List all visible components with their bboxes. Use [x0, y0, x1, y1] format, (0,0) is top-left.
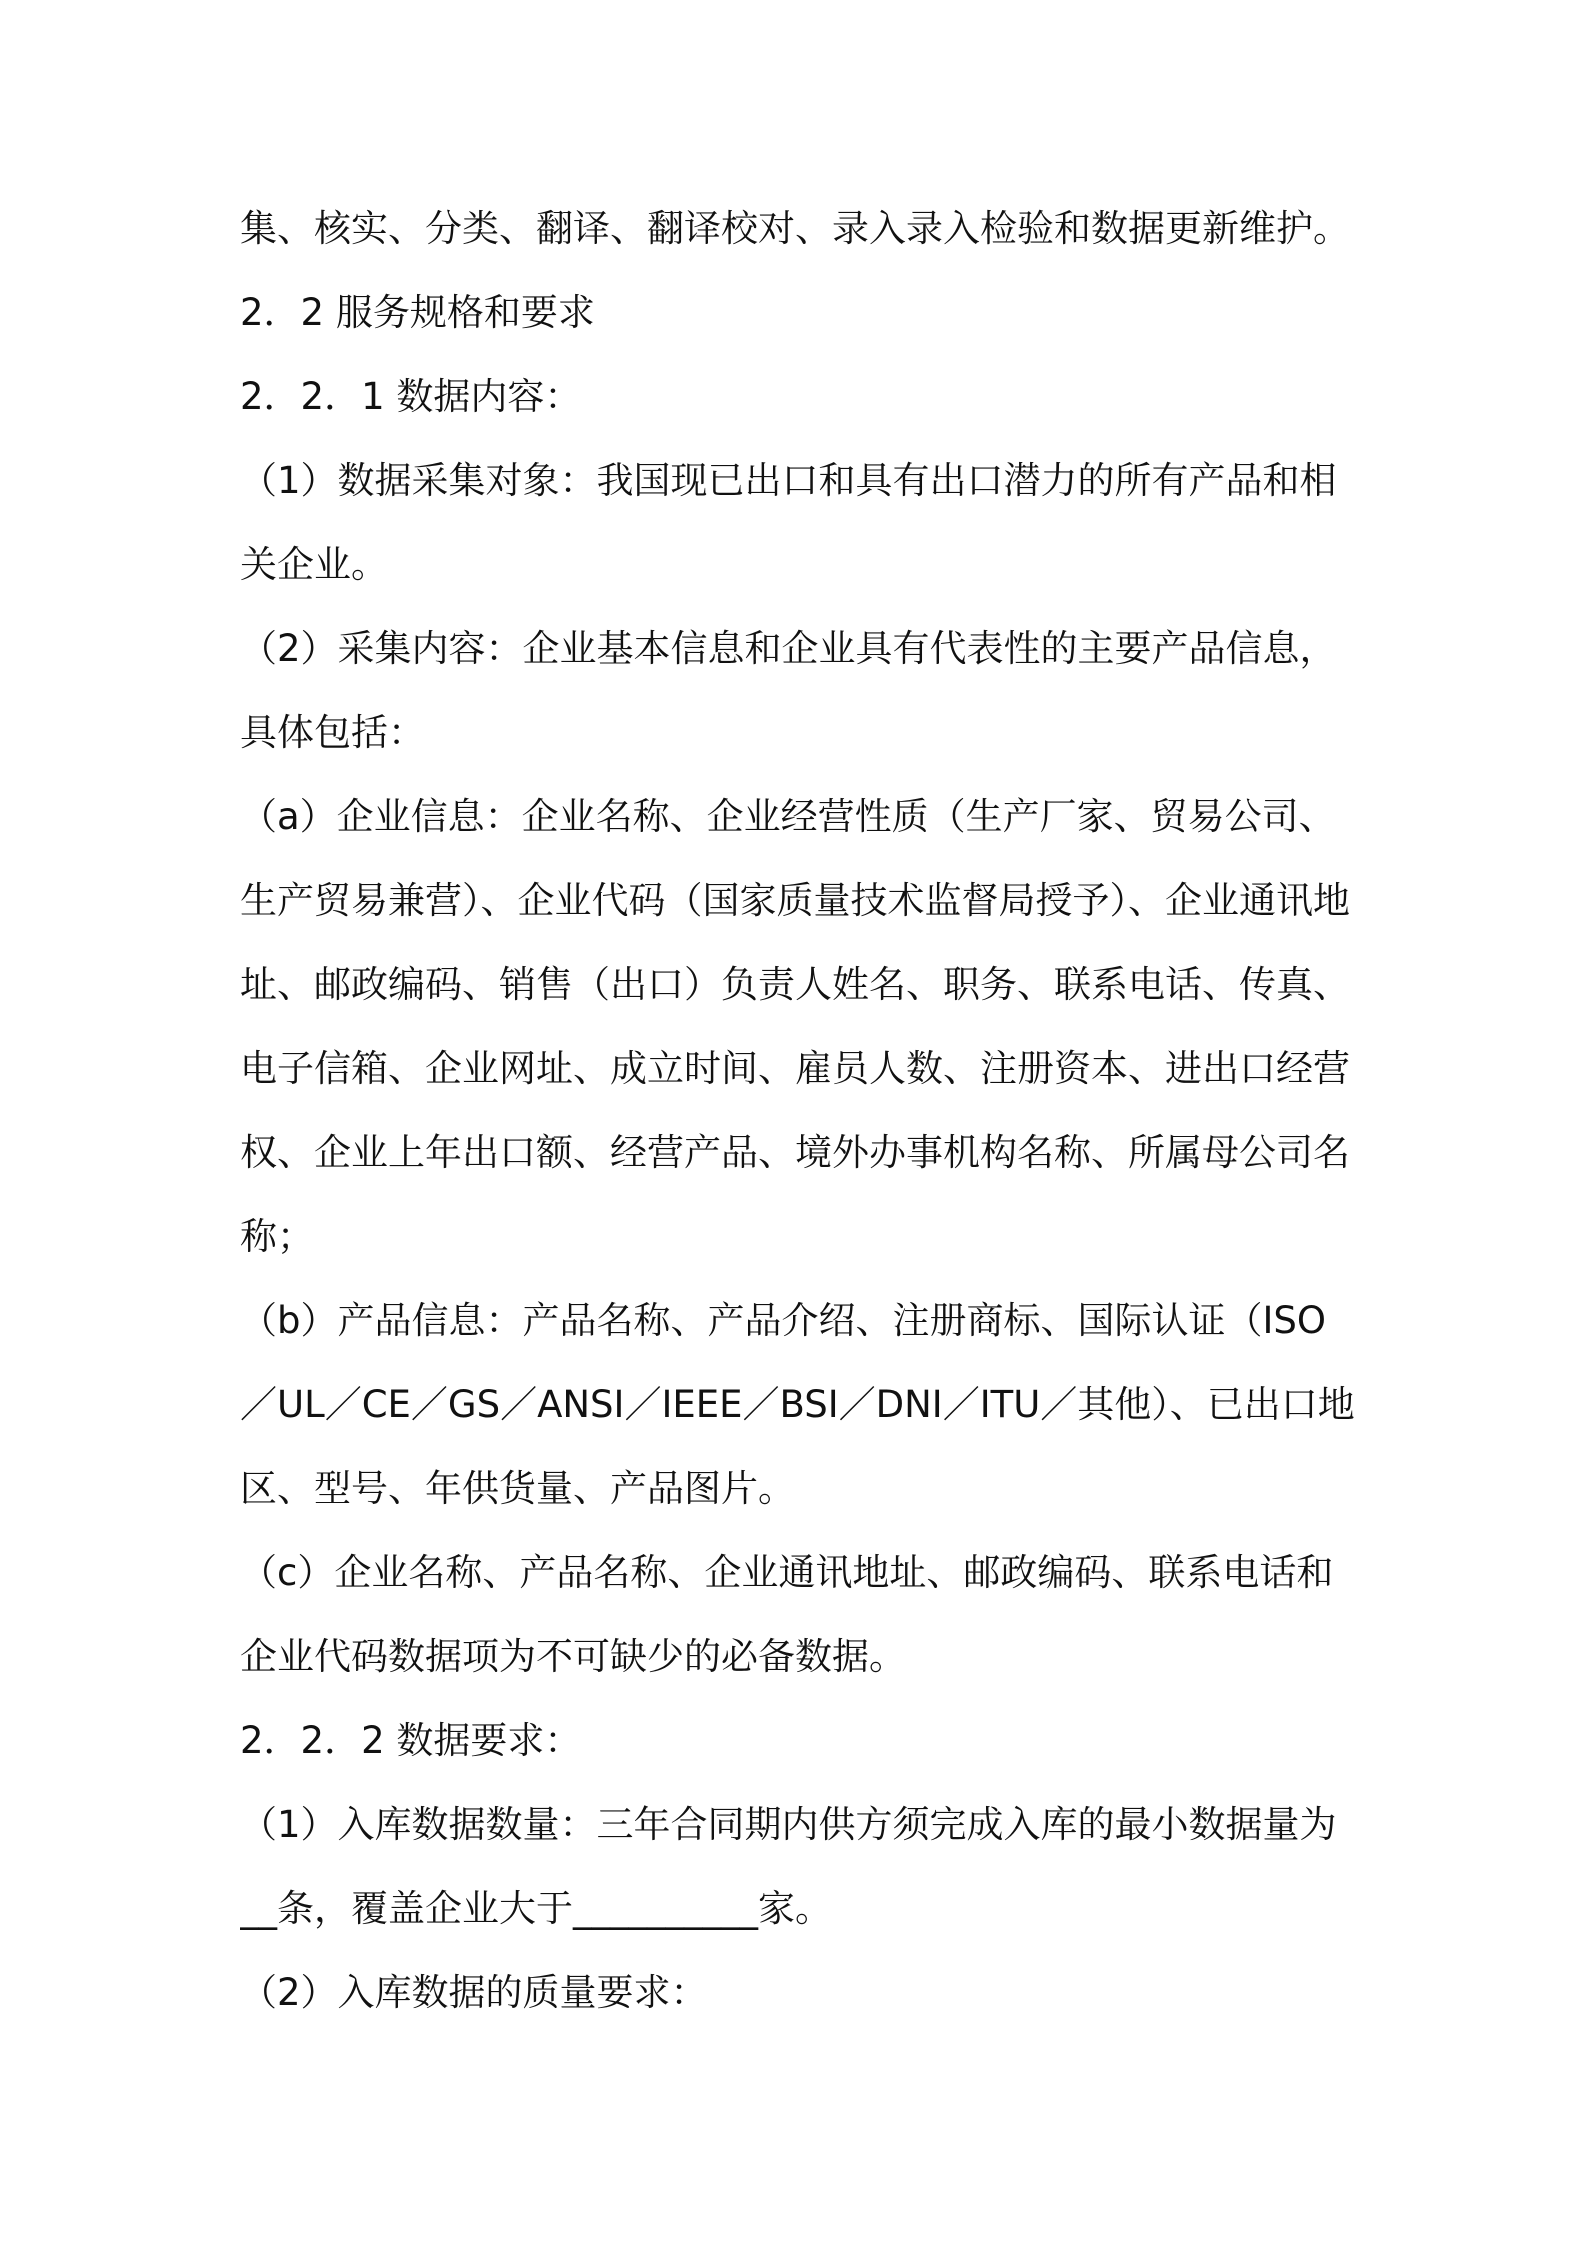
text-line: 集、核实、分类、翻译、翻译校对、录入录入检验和数据更新维护。 [240, 207, 1350, 250]
section-heading: 2．2 服务规格和要求 [240, 291, 595, 334]
text-line: （a）企业信息：企业名称、企业经营性质（生产厂家、贸易公司、 [240, 795, 1336, 838]
text-line: 区、型号、年供货量、产品图片。 [240, 1467, 795, 1510]
text-line: （1）数据采集对象：我国现已出口和具有出口潜力的所有产品和相 [240, 459, 1337, 502]
text-line: 企业代码数据项为不可缺少的必备数据。 [240, 1635, 906, 1678]
text-line: 关企业。 [240, 543, 388, 586]
text-line: （2）入库数据的质量要求： [240, 1971, 708, 2014]
text-line: 生产贸易兼营）、企业代码（国家质量技术监督局授予）、企业通讯地 [240, 879, 1350, 922]
text-line: （c）企业名称、产品名称、企业通讯地址、邮政编码、联系电话和 [240, 1551, 1334, 1594]
text-line: （2）采集内容：企业基本信息和企业具有代表性的主要产品信息， [240, 627, 1337, 670]
subsection-heading: 2．2．2 数据要求： [240, 1719, 582, 1762]
text-line: （b）产品信息：产品名称、产品介绍、注册商标、国际认证（ISO [240, 1299, 1327, 1342]
text-line: 电子信箱、企业网址、成立时间、雇员人数、注册资本、进出口经营 [240, 1047, 1350, 1090]
subsection-heading: 2．2．1 数据内容： [240, 375, 582, 418]
text-line: __条，覆盖企业大于__________家。 [240, 1887, 832, 1930]
text-line: 权、企业上年出口额、经营产品、境外办事机构名称、所属母公司名 [240, 1131, 1350, 1174]
text-line: ／UL／CE／GS／ANSI／IEEE／BSI／DNI／ITU／其他）、已出口地 [240, 1383, 1355, 1426]
text-line: 址、邮政编码、销售（出口）负责人姓名、职务、联系电话、传真、 [240, 963, 1350, 1006]
text-line: 具体包括： [240, 711, 425, 754]
text-line: （1）入库数据数量：三年合同期内供方须完成入库的最小数据量为 [240, 1803, 1337, 1846]
text-line: 称； [240, 1215, 314, 1258]
